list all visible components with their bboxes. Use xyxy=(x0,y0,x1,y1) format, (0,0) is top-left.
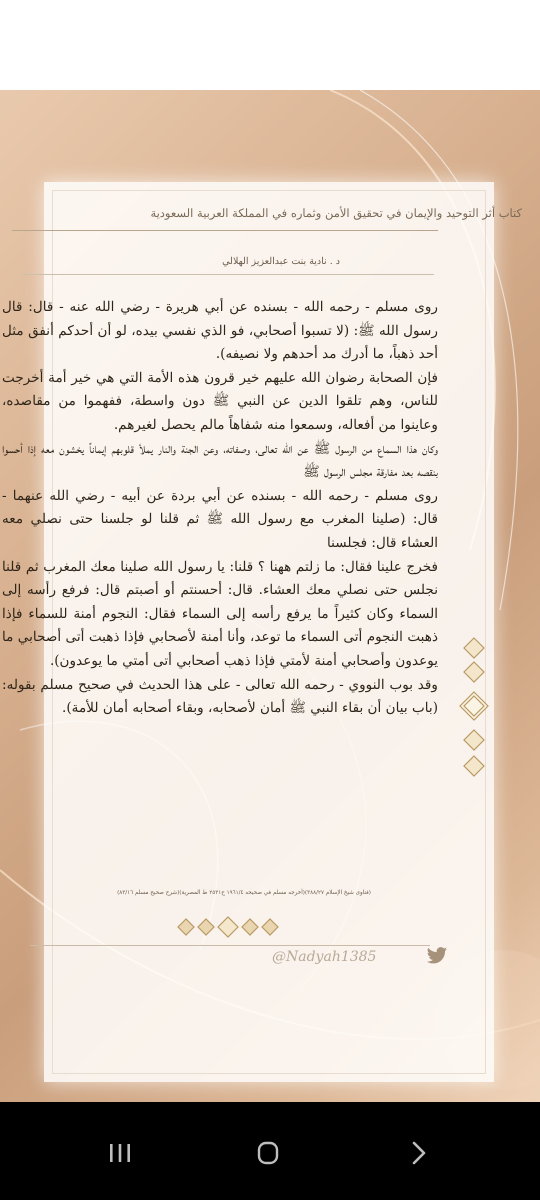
paragraph: روى مسلم - رحمه الله - بسنده عن أبي هريرة - رضي الله عنه - قال: قال رسول الله ﷺ: (لا تسبوا أصحابي، فو الذي نفسي بيده، لو أن أحدكم أنفق مثل أحد ذهباً، ما أدرك مد أحدهم ولا نصيفه). xyxy=(2,299,438,363)
android-navigation-bar xyxy=(0,1102,540,1200)
book-title: كتاب أثر التوحيد والإيمان في تحقيق الأمن وثماره في المملكة العربية السعودية xyxy=(150,206,522,220)
title-divider xyxy=(12,230,438,231)
diamond-ornament xyxy=(168,914,288,940)
paragraph: فخرج علينا فقال: ما زلتم ههنا ؟ قلنا: يا رسول الله صلينا معك المغرب ثم قلنا نجلس حتى نصلي معك العشاء. قال: أحسنتم أو أصبتم قال: فرفع رأسه إلى السماء وكان كثيراً ما يرفع رأسه إلى السماء فقال: النجوم أمنة للسماء فإذا ذهبت النجوم أتى السماء ما توعد، وأنا أمنة لأصحابي فإذا ذهبت أتى أصحابي ما يوعدون وأصحابي أمنة لأمتي فإذا ذهب أصحابي أتى أمتي ما يوعدون). xyxy=(2,558,438,669)
status-bar-area xyxy=(0,0,540,90)
side-diamond-ornament xyxy=(452,630,496,790)
paragraph: وكان هذا السماع من الرسول ﷺ عن الله تعالى، وصفاته، وعن الجنة والنار يملأ قلوبهم إيماناً يخشون معه إذا أحسوا بنقصه بعد مفارقة مجلس الرسول ﷺ xyxy=(2,440,438,481)
twitter-handle-row xyxy=(268,940,448,976)
twitter-handle: @Nadyah1385 xyxy=(272,949,377,965)
body-text xyxy=(2,296,438,721)
recent-apps-icon[interactable] xyxy=(100,1136,140,1170)
back-chevron-icon[interactable] xyxy=(398,1136,438,1170)
author-divider xyxy=(24,274,434,275)
paragraph: وقد بوب النووي - رحمه الله تعالى - على هذا الحديث في صحيح مسلم بقوله: (باب بيان أن بقاء النبي ﷺ أمان لأصحابه، وبقاء أصحابه أمان للأمة). xyxy=(2,676,438,717)
author-name: د . نادية بنت عبدالعزيز الهلالي xyxy=(222,256,340,267)
paragraph: روى مسلم - رحمه الله - بسنده عن أبي بردة عن أبيه - رضي الله عنهما - قال: (صلينا المغرب مع رسول الله ﷺ ثم قلنا لو جلسنا حتى نصلي معه العشاء قال: فجلسنا xyxy=(2,487,438,551)
home-icon[interactable] xyxy=(248,1136,288,1170)
citation: (فتاوى شيخ الإسلام ٣٨٨/٢٧)(أخرجه مسلم في صحيحه ١٩٦١/٤ ح٢٥٣١ ط المصرية)(شرح صحيح مسلم ٨٣/١٦) xyxy=(117,890,371,896)
post-image xyxy=(0,90,540,1102)
twitter-bird-icon xyxy=(426,946,448,966)
paragraph: فإن الصحابة رضوان الله عليهم خير قرون هذه الأمة التي هي خير أمة أخرجت للناس، وهم تلقوا الدين عن النبي ﷺ دون واسطة، ففهموا من مقاصده، وعاينوا من أفعاله، وسمعوا منه شفاهاً مالم يحصل لغيرهم. xyxy=(2,369,438,433)
